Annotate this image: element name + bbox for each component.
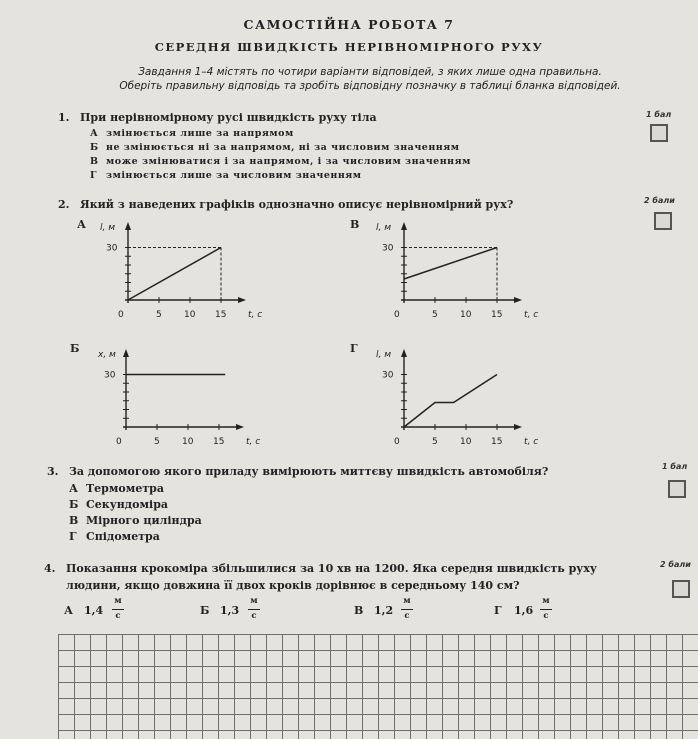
graph-b-x-axis-label: t, с bbox=[524, 310, 539, 320]
graph-d-x-tick-label-15: 15 bbox=[491, 437, 503, 447]
graph-d-y-tick-label-30: 30 bbox=[382, 370, 394, 381]
graph-b-x-tick-label-10: 10 bbox=[460, 310, 472, 320]
q4-points: 2 бали bbox=[660, 560, 691, 569]
graph-d-x-arrow bbox=[514, 424, 522, 430]
graph-b-y-tick-label-30: 30 bbox=[382, 243, 394, 254]
q4-answer-d-value[interactable]: 1,6 bbox=[514, 604, 534, 617]
graph-b-x-tick-label-15: 15 bbox=[491, 310, 503, 320]
q1-number: 1. bbox=[58, 111, 70, 124]
q1-option-d-letter: Г bbox=[90, 170, 98, 181]
q1-points: 1 бал bbox=[646, 110, 672, 119]
graph-c-label: Б bbox=[70, 342, 80, 355]
graph-c-x-tick-label-0: 0 bbox=[116, 437, 122, 447]
graph-a-x-tick-label-10: 10 bbox=[184, 310, 196, 320]
q4-answer-c-value[interactable]: 1,2 bbox=[374, 604, 394, 617]
graph-a-y-tick-label-30: 30 bbox=[106, 243, 118, 254]
graph-a-y-axis-label: l, м bbox=[100, 223, 116, 233]
graph-a-x-tick-label-15: 15 bbox=[215, 310, 227, 320]
graph-a-x-tick-label-0: 0 bbox=[118, 310, 124, 320]
graph-c-x-arrow bbox=[236, 424, 244, 430]
graph-d-x-tick-label-0: 0 bbox=[394, 437, 400, 447]
q1-option-a-text[interactable]: змінюється лише за напрямом bbox=[106, 128, 294, 139]
q4-answer-a-value[interactable]: 1,4 bbox=[84, 604, 104, 617]
q3-option-d-letter: Г bbox=[69, 530, 77, 543]
graph-d-series-line bbox=[404, 375, 497, 428]
q4-answer-c-unit-num: м bbox=[403, 596, 411, 606]
q1-option-d-text[interactable]: змінюється лише за числовим значенням bbox=[106, 170, 362, 181]
worksheet-subtitle: СЕРЕДНЯ ШВИДКІСТЬ НЕРІВНОМІРНОГО РУХУ bbox=[154, 40, 544, 54]
q4-answer-c-fraction-bar bbox=[401, 609, 413, 610]
graph-b-x-tick-label-5: 5 bbox=[432, 310, 438, 320]
q2-points: 2 бали bbox=[644, 196, 675, 205]
graph-b-y-arrow bbox=[401, 222, 407, 230]
graph-c-x-tick-label-15: 15 bbox=[213, 437, 225, 447]
q2-text: Який з наведених графіків однозначно описує нерівномірний рух? bbox=[80, 198, 514, 211]
q4-answer-b-fraction-bar bbox=[248, 609, 260, 610]
graph-d-label: Г bbox=[350, 342, 358, 355]
q1-option-a-letter: А bbox=[90, 128, 99, 139]
graph-d-y-axis-label: l, м bbox=[376, 350, 392, 360]
graph-c-y-arrow bbox=[123, 349, 129, 357]
graph-c-x-tick-label-5: 5 bbox=[154, 437, 160, 447]
q3-answer-box[interactable] bbox=[668, 480, 686, 498]
graph-d-x-tick-label-5: 5 bbox=[432, 437, 438, 447]
graph-a-x-arrow bbox=[238, 297, 246, 303]
graph-c-y-tick-label-30: 30 bbox=[104, 370, 116, 381]
q3-option-b-text[interactable]: Секундоміра bbox=[86, 498, 169, 511]
q4-answer-d-fraction-bar bbox=[540, 609, 552, 610]
graph-a-y-arrow bbox=[125, 222, 131, 230]
q4-answer-b-letter: Б bbox=[200, 604, 210, 617]
q3-option-c-text[interactable]: Мірного циліндра bbox=[86, 514, 202, 527]
graph-c-y-axis-label: x, м bbox=[98, 350, 116, 360]
q3-option-a-letter: А bbox=[69, 482, 78, 495]
graph-b-x-arrow bbox=[514, 297, 522, 303]
q4-answer-c-unit-den: с bbox=[404, 611, 410, 621]
instruction-line-2: Оберіть правильну відповідь та зробіть відповідну позначку в таблиці бланка відповідей. bbox=[119, 80, 621, 92]
q4-answer-d-unit-num: м bbox=[542, 596, 550, 606]
answer-grid-area[interactable] bbox=[58, 634, 698, 739]
q4-answer-a-letter: А bbox=[64, 604, 73, 617]
graph-a-label: А bbox=[77, 218, 86, 231]
graph-b-series-line bbox=[404, 248, 497, 280]
q1-option-c-text[interactable]: може змінюватися і за напрямом, і за числовим значенням bbox=[106, 156, 471, 167]
q4-line-1: Показання крокоміра збільшилися за 10 хв на 1200. Яка середня швидкість руху bbox=[66, 562, 597, 575]
worksheet-title: САМОСТІЙНА РОБОТА 7 bbox=[243, 17, 455, 32]
q3-points: 1 бал bbox=[662, 462, 688, 471]
graph-d-y-arrow bbox=[401, 349, 407, 357]
q4-number: 4. bbox=[44, 562, 56, 575]
q1-text: При нерівномірному русі швидкість руху тіла bbox=[80, 111, 377, 124]
q4-answer-d-letter: Г bbox=[494, 604, 502, 617]
graph-d-x-tick-label-10: 10 bbox=[460, 437, 472, 447]
graph-d-x-axis-label: t, с bbox=[524, 437, 539, 447]
q4-answer-d-unit-den: с bbox=[543, 611, 549, 621]
graph-a-x-axis-label: t, с bbox=[248, 310, 263, 320]
q4-answer-a-fraction-bar bbox=[112, 609, 124, 610]
q3-number: 3. bbox=[47, 465, 59, 478]
q2-number: 2. bbox=[58, 198, 70, 211]
q3-text: За допомогою якого приладу вимірюють миттєву швидкість автомобіля? bbox=[69, 465, 549, 478]
q3-option-c-letter: В bbox=[69, 514, 79, 527]
q1-option-b-letter: Б bbox=[90, 142, 99, 153]
q4-answer-a-unit-den: с bbox=[115, 611, 121, 621]
q4-answer-b-value[interactable]: 1,3 bbox=[220, 604, 240, 617]
instruction-line-1: Завдання 1–4 містять по чотири варіанти відповідей, з яких лише одна правильна. bbox=[138, 66, 602, 78]
q4-answer-b-unit-num: м bbox=[250, 596, 258, 606]
graph-b-label: В bbox=[350, 218, 360, 231]
graph-c-x-tick-label-10: 10 bbox=[182, 437, 194, 447]
q1-option-b-text[interactable]: не змінюється ні за напрямом, ні за числовим значенням bbox=[106, 142, 460, 153]
graph-a-series-line bbox=[128, 248, 221, 301]
q3-option-b-letter: Б bbox=[69, 498, 79, 511]
q4-line-2: людини, якщо довжина її двох кроків дорівнює в середньому 140 см? bbox=[66, 579, 520, 592]
q4-answer-box[interactable] bbox=[672, 580, 690, 598]
graph-b-x-tick-label-0: 0 bbox=[394, 310, 400, 320]
q3-option-d-text[interactable]: Спідометра bbox=[86, 530, 160, 543]
q4-answer-b-unit-den: с bbox=[251, 611, 257, 621]
q1-option-c-letter: В bbox=[90, 156, 99, 167]
graph-c-x-axis-label: t, с bbox=[246, 437, 261, 447]
graph-a-x-tick-label-5: 5 bbox=[156, 310, 162, 320]
q4-answer-a-unit-num: м bbox=[114, 596, 122, 606]
q4-answer-c-letter: В bbox=[354, 604, 364, 617]
q3-option-a-text[interactable]: Термометра bbox=[86, 482, 164, 495]
graph-b-y-axis-label: l, м bbox=[376, 223, 392, 233]
